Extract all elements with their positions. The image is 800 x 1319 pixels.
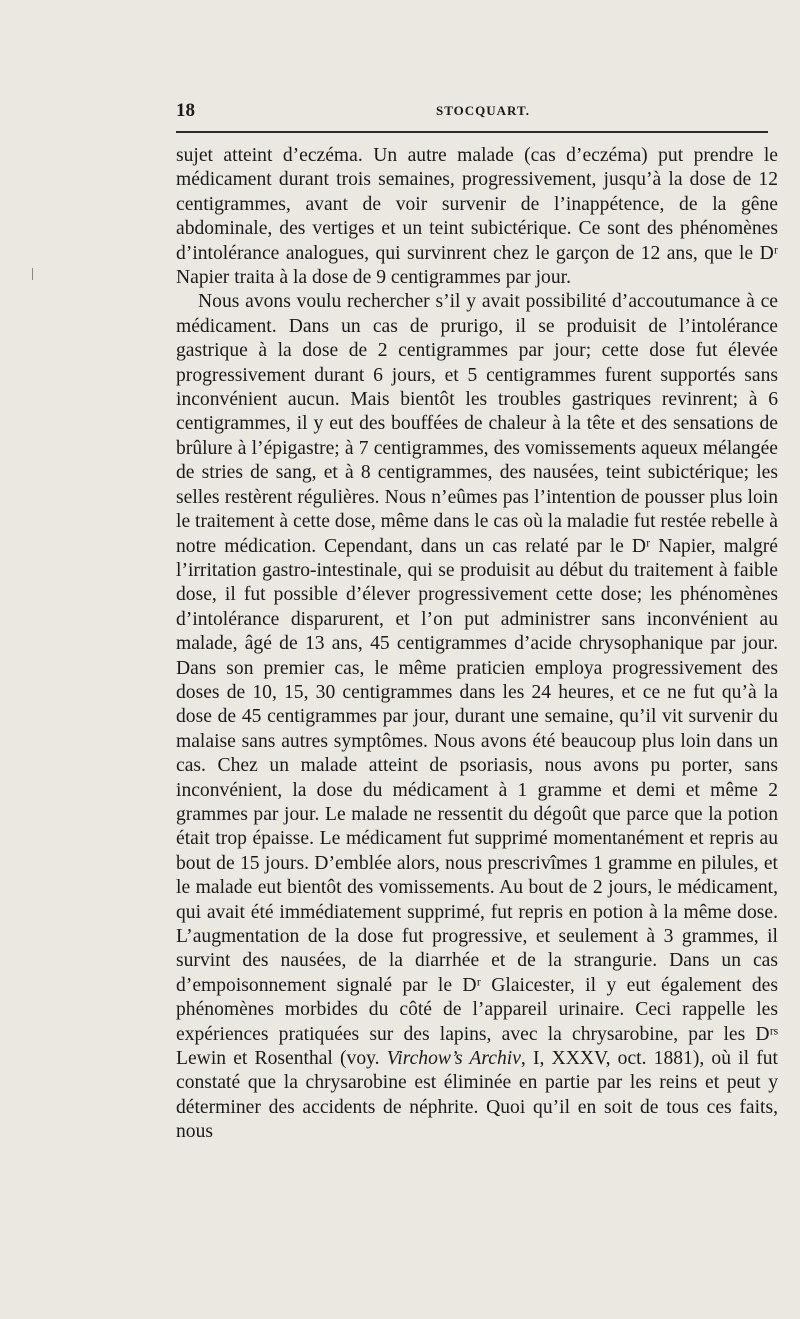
page-number: 18: [176, 100, 195, 121]
paragraph-2: [176, 290, 778, 1144]
journal-title: Virchow’s Archiv: [386, 1048, 521, 1070]
margin-mark: [32, 268, 33, 280]
header-rule: [176, 131, 768, 133]
page-header: [176, 100, 768, 126]
paragraph-2-text: Nous avons voulu rechercher s’il y avait possibilité d’accoutumance à ce médicament. Dans un cas de prurigo, il se produisit de l’intolérance gastrique à la dose de 2 centigrammes par jour; cette dose fut élevée progressivement durant 6 jours, et 5 centigrammes furent supportés sans inconvénient aucun. Mais bientôt les troubles gastriques revinrent; à 6 centigrammes, il y eut des bouffées de chaleur à la tête et des sensations de brûlure à l’épigastre; à 7 centigrammes, des vomissements aqueux mélangée de stries de sang, et à 8 centigrammes, des nausées, teint subictérique; les selles restèrent régulières. Nous n’eûmes pas l’intention de pousser plus loin le traitement à cette dose, même dans le cas où la maladie fut restée rebelle à notre médication. Cependant, dans un cas relaté par le Dʳ Napier, malgré l’irritation gastro-intestinale, qui se produisit au début du traitement à faible dose, il fut possible d’élever progressivement cette dose; les phénomènes d’intolérance disparurent, et l’on put administrer sans inconvénient au malade, âgé de 13 ans, 45 centigrammes d’acide chrysophanique par jour. Dans son premier cas, le même praticien employa progressivement des doses de 10, 15, 30 centigrammes dans les 24 heures, et ce ne fut qu’à la dose de 45 centigrammes par jour, durant une semaine, qu’il vit survenir du malaise sans autres symptômes. Nous avons été beaucoup plus loin dans un cas. Chez un malade atteint de psoriasis, nous avons pu porter, sans inconvénient, la dose du médicament à 1 gramme et demi et même 2 grammes par jour. Le malade ne ressentit du dégoût que parce que la potion était trop épaisse. Le médicament fut supprimé momentanément et repris au bout de 15 jours. D’emblée alors, nous prescrivîmes 1 gramme en pilules, et le malade eut bientôt des vomissements. Au bout de 2 jours, le médicament, qui avait été immédiatement supprimé, fut repris en potion à la même dose. L’augmentation de la dose fut progressive, et seulement à 3 grammes, il survint des nausées, de la diarrhée et de la strangurie. Dans un cas d’empoisonnement signalé par le Dʳ Glaicester, il y eut également des phénomènes morbides du côté de l’appareil urinaire. Ceci rappelle les expériences pratiquées sur des lapins, avec la chrysarobine, par les Dʳˢ Lewin et Rosenthal (voy.: [176, 291, 778, 1070]
running-head: STOCQUART.: [436, 103, 530, 118]
body-text: [176, 144, 778, 1145]
paragraph-2-continuation: , I, XXXV, oct. 1881), où il fut constaté que la chrysarobine est éliminée en partie par les reins et peut y déterminer des accidents de néphrite. Quoi qu’il en soit de tous ces faits, nous: [176, 1048, 778, 1143]
paragraph-1: sujet atteint d’eczéma. Un autre malade (cas d’eczéma) put prendre le médicament durant trois semaines, progressivement, jusqu’à la dose de 12 centigrammes, avant de voir survenir de l’inappétence, de la gêne abdominale, des vertiges et un teint subictérique. Ce sont des phénomènes d’intolérance analogues, qui survinrent chez le garçon de 12 ans, que le Dʳ Napier traita à la dose de 9 centigrammes par jour.: [176, 145, 778, 289]
